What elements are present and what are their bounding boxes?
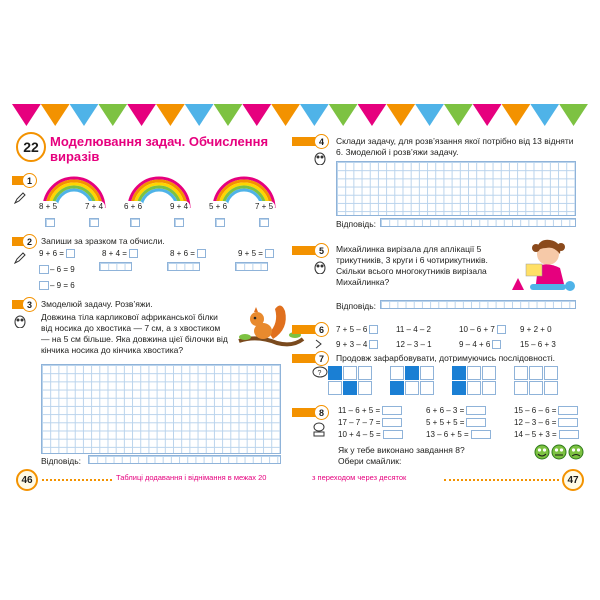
bunting-flag [444, 104, 473, 126]
bunting-flag [214, 104, 243, 126]
bunting-flag [530, 104, 559, 126]
pattern-cell[interactable] [452, 366, 466, 380]
bunting-flag [41, 104, 70, 126]
bunting-flag [156, 104, 185, 126]
pattern-cell[interactable] [514, 381, 528, 395]
task5-text: Михайлинка вирізала для аплікації 5 трикутників, 3 круги і 6 чотирикутників. Скільки всього многокутників вирізала Михайлинка? [336, 244, 488, 287]
task6-expr: 15 – 6 + 3 [520, 340, 556, 349]
bunting-flag [502, 104, 531, 126]
self-check-prompt: Обери смайлик: [338, 456, 402, 466]
bunting-flag [559, 104, 588, 126]
task2-expr: 9 + 6 = [39, 249, 75, 258]
pencil-icon [14, 192, 26, 204]
answer-cells[interactable] [380, 218, 576, 227]
task-number: 8 [314, 405, 329, 420]
bunting-decoration [12, 104, 588, 126]
task8-expr: 10 + 4 – 5 = [338, 430, 403, 439]
task8-expr: 11 – 6 + 5 = [338, 406, 402, 415]
task2-instruction: Запиши за зразком та обчисли. [41, 236, 165, 246]
pattern-cell[interactable] [514, 366, 528, 380]
task-number: 7 [314, 351, 329, 366]
pattern-cell[interactable] [358, 381, 372, 395]
task6-expr: 12 – 3 – 1 [396, 340, 432, 349]
bunting-flag [98, 104, 127, 126]
task8-expr: 13 – 6 + 5 = [426, 430, 491, 439]
rainbow-left-expr: 8 + 5 [39, 202, 58, 211]
rainbow-right-expr: 7 + 5 [255, 202, 274, 211]
pattern-cell[interactable] [405, 366, 419, 380]
task6-expr: 9 + 3 – 4 [336, 340, 378, 349]
bunting-flag [358, 104, 387, 126]
bunting-flag [415, 104, 444, 126]
pattern-cell[interactable] [467, 381, 481, 395]
task2-expr: 8 + 6 = [170, 249, 206, 258]
pattern-cell[interactable] [358, 366, 372, 380]
owl-icon [13, 314, 27, 328]
answer-label: Відповідь: [41, 456, 82, 466]
task-number: 2 [22, 234, 37, 249]
bunting-flag [300, 104, 329, 126]
task8-expr: 14 – 5 + 3 = [514, 430, 579, 439]
self-check-question: Як у тебе виконано завдання 8? [338, 445, 465, 455]
task8-expr: 15 – 6 – 6 = [514, 406, 578, 415]
page-number: 46 [16, 469, 38, 491]
footer-divider [42, 479, 112, 481]
task8-expr: 5 + 5 + 5 = [426, 418, 486, 427]
task-number: 6 [314, 322, 329, 337]
pattern-cell[interactable] [343, 366, 357, 380]
pattern-cell[interactable] [529, 381, 543, 395]
rainbow-icon [207, 176, 281, 222]
page-number: 47 [562, 469, 584, 491]
task6-expr: 10 – 6 + 7 [459, 325, 506, 334]
bunting-flag [271, 104, 300, 126]
pattern-cell[interactable] [328, 381, 342, 395]
rainbow-left-expr: 6 + 6 [124, 202, 143, 211]
pattern-cell[interactable] [544, 366, 558, 380]
task2-expr: 8 + 4 = [102, 249, 138, 258]
rainbow-right-expr: 9 + 4 [170, 202, 189, 211]
task8-expr: 17 – 7 – 7 = [338, 418, 402, 427]
bunting-flag [386, 104, 415, 126]
task7-instruction: Продовж зафарбовувати, дотримуючись послідовності. [336, 353, 556, 363]
answer-cell[interactable] [259, 218, 269, 227]
answer-cells[interactable] [99, 262, 132, 271]
task2-expr: – 9 = 6 [39, 281, 75, 290]
pattern-cell[interactable] [452, 381, 466, 395]
pattern-cell[interactable] [529, 366, 543, 380]
svg-text:?: ? [317, 370, 322, 377]
pattern-cell[interactable] [328, 366, 342, 380]
pattern-cell[interactable] [482, 366, 496, 380]
solution-grid[interactable] [336, 161, 576, 216]
rainbow-right-expr: 7 + 4 [85, 202, 104, 211]
bunting-flag [127, 104, 156, 126]
task4-instruction: Склади задачу, для розв’язання якої потрібно від 13 відняти 6. Змоделюй і розв’яжи задачу. [336, 136, 574, 157]
task-number: 5 [314, 243, 329, 258]
thought-bubble-icon [312, 366, 328, 380]
task6-expr: 7 + 5 – 6 [336, 325, 378, 334]
solution-grid[interactable] [41, 364, 281, 454]
bunting-flag [12, 104, 41, 126]
textbook-spread [12, 104, 588, 492]
owl-icon [313, 260, 327, 274]
task8-expr: 6 + 6 – 3 = [426, 406, 486, 415]
lesson-number: 22 [16, 132, 46, 162]
answer-cell[interactable] [130, 218, 140, 227]
answer-label: Відповідь: [336, 301, 377, 311]
answer-cells[interactable] [235, 262, 268, 271]
smiley-choice-icons[interactable] [534, 443, 584, 461]
pattern-cell[interactable] [390, 381, 404, 395]
task-number: 3 [22, 297, 37, 312]
pattern-cell[interactable] [420, 366, 434, 380]
compare-icon [313, 338, 327, 350]
stack-icon [310, 422, 328, 438]
footer-text: з переходом через десяток [312, 473, 407, 482]
pattern-cell[interactable] [390, 366, 404, 380]
pencil-icon [14, 252, 26, 264]
rainbow-icon [122, 176, 196, 222]
answer-cell[interactable] [174, 218, 184, 227]
bunting-flag [242, 104, 271, 126]
rainbow-left-expr: 5 + 6 [209, 202, 228, 211]
task6-expr: 9 – 4 + 6 [459, 340, 501, 349]
answer-cell[interactable] [89, 218, 99, 227]
pattern-cell[interactable] [482, 381, 496, 395]
answer-cells[interactable] [380, 300, 576, 309]
bunting-flag [185, 104, 214, 126]
answer-cells[interactable] [88, 455, 281, 464]
task3-text: Довжина тіла карликової африканської білки від носика до хвостика — 7 см, а з хвостиком — на 5 см більше. Яка довжина цієї білочки від кінчика носика до кінчика хвостика? [41, 312, 228, 355]
pattern-cell[interactable] [343, 381, 357, 395]
bunting-flag [473, 104, 502, 126]
footer-text: Таблиці додавання і віднімання в межах 20 [116, 473, 267, 482]
footer-divider [444, 479, 559, 481]
task-number: 1 [22, 173, 37, 188]
pattern-cell[interactable] [420, 381, 434, 395]
pattern-cell[interactable] [405, 381, 419, 395]
task2-expr: 9 + 5 = [238, 249, 274, 258]
task6-expr: 9 + 2 + 0 [520, 325, 552, 334]
bunting-flag [329, 104, 358, 126]
bunting-flag [70, 104, 99, 126]
answer-label: Відповідь: [336, 219, 377, 229]
answer-cells[interactable] [167, 262, 200, 271]
owl-icon [313, 151, 327, 165]
lesson-title: Моделювання задач. Обчислення виразів [50, 134, 269, 164]
rainbow-icon [37, 176, 111, 222]
girl-crafting-icon [508, 234, 580, 296]
task2-expr: – 6 = 9 [39, 265, 75, 274]
pattern-cell[interactable] [467, 366, 481, 380]
task3-instruction: Змоделюй задачу. Розв’яжи. [41, 299, 153, 309]
task-number: 4 [314, 134, 329, 149]
task6-expr: 11 – 4 – 2 [396, 325, 431, 334]
task8-expr: 12 – 3 – 6 = [514, 418, 578, 427]
pattern-cell[interactable] [544, 381, 558, 395]
answer-cell[interactable] [45, 218, 55, 227]
answer-cell[interactable] [215, 218, 225, 227]
